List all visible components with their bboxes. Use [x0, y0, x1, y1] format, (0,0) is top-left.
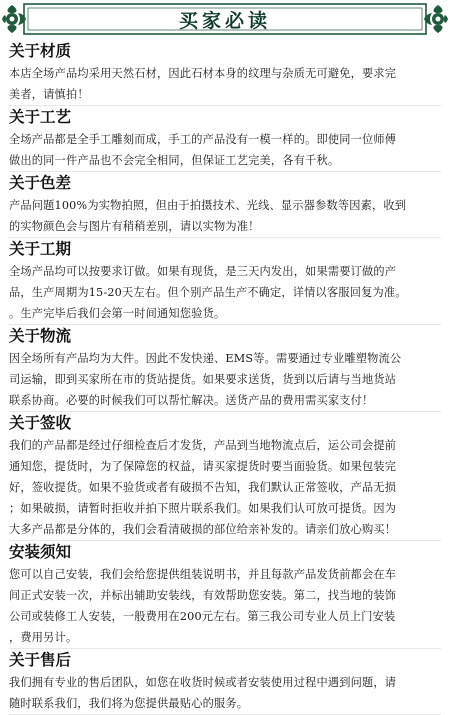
body-line: 随时联系我们，我们将为您提供最贴心的服务。: [9, 697, 249, 710]
body-line: 。生产完毕后我们会第一时间通知您验货。: [9, 307, 226, 320]
body-line: 通知您，提货时，为了保障您的权益，请买家提货时要当面验货。如果包装完: [9, 460, 397, 473]
body-line: 您可以自己安装，我们会给您提供组装说明书，并且每款产品发货前都会在车: [9, 568, 397, 581]
section-body: [9, 348, 441, 412]
section-body: [9, 564, 441, 649]
body-line: 做出的同一件产品也不会完全相同，但保证工艺完美，各有千秋。: [9, 154, 340, 167]
body-line: 品，生产周期为15-20天左右。但个别产品生产不确定，详情以客服回复为准。: [9, 286, 407, 299]
notice-section: [9, 107, 441, 172]
section-title: 关于工艺: [9, 108, 72, 126]
body-line: 全场产品均可以按要求订做。如果有现货，是三天内发出，如果需要订做的产: [9, 265, 397, 278]
section-title: 关于物流: [9, 327, 72, 345]
notice-section: [9, 326, 441, 412]
notice-section: [9, 239, 441, 325]
notice-section: [9, 41, 441, 106]
section-body: [9, 435, 441, 541]
body-line: 司运输，即到买家所在市的货站提货。如果要求送货，货到以后请与当地货站: [9, 373, 397, 386]
section-body: [9, 195, 441, 238]
section-title: 关于工期: [9, 240, 72, 258]
section-title: 关于材质: [9, 42, 72, 60]
body-line: 的实物颜色会与图片有稍稍差别，请以实物为准！: [9, 220, 260, 233]
section-body: [9, 261, 441, 325]
body-line: 本店全场产品均采用天然石材，因此石材本身的纹理与杂质无可避免，要求完: [9, 67, 397, 80]
section-title: 安装须知: [9, 543, 72, 561]
page-title: 买家必读: [178, 10, 271, 32]
section-body: [9, 672, 441, 715]
section-title: 关于签收: [9, 414, 72, 432]
notice-section: [9, 413, 441, 541]
body-line: 间正式安装一次，并标出辅助安装线，有效帮助您安装。第二，找当地的装饰: [9, 589, 397, 602]
body-line: ，费用另计。: [9, 631, 78, 644]
body-line: ；如果破损，请暂时拒收并拍下照片联系我们。如果我们认可放可提货。因为: [9, 502, 397, 515]
header-banner: [0, 0, 450, 38]
body-line: 联系协商。必要的时候我们可以帮忙解决。送货产品的费用需买家支付！: [9, 394, 374, 407]
notice-section: [9, 173, 441, 238]
notice-content: [9, 40, 441, 715]
body-line: 我们的产品都是经过仔细检查后才发货，产品到当地物流点后，运公司会提前: [9, 439, 397, 452]
section-title: 关于售后: [9, 651, 72, 669]
body-line: 全场产品都是全手工雕刻而成，手工的产品没有一模一样的。即使同一位师傅: [9, 133, 397, 146]
notice-section: [9, 650, 441, 715]
body-line: 我们拥有专业的售后团队，如您在收货时候或者安装使用过程中遇到问题，请: [9, 676, 397, 689]
body-line: 好，签收提货。如果不验货或者有破损不告知，我们默认正常签收，产品无损: [9, 481, 397, 494]
body-line: 大多产品都是分体的，我们会看清破损的部位给亲补发的。请亲们放心购买！: [9, 523, 397, 536]
body-line: 公司或装修工人安装，一般费用在200元左右。第三我公司专业人员上门安装: [9, 610, 396, 623]
body-line: 美者，请慎拍！: [9, 88, 89, 101]
section-title: 关于色差: [9, 174, 72, 192]
notice-section: [9, 542, 441, 649]
section-body: [9, 129, 441, 172]
section-body: [9, 63, 441, 106]
body-line: 因全场所有产品均为大件。因此不发快递、EMS等。需要通过专业雕塑物流公: [9, 352, 402, 365]
body-line: 产品问题100%为实物拍照，但由于拍摄技术、光线、显示器参数等因素，收到: [9, 199, 407, 212]
